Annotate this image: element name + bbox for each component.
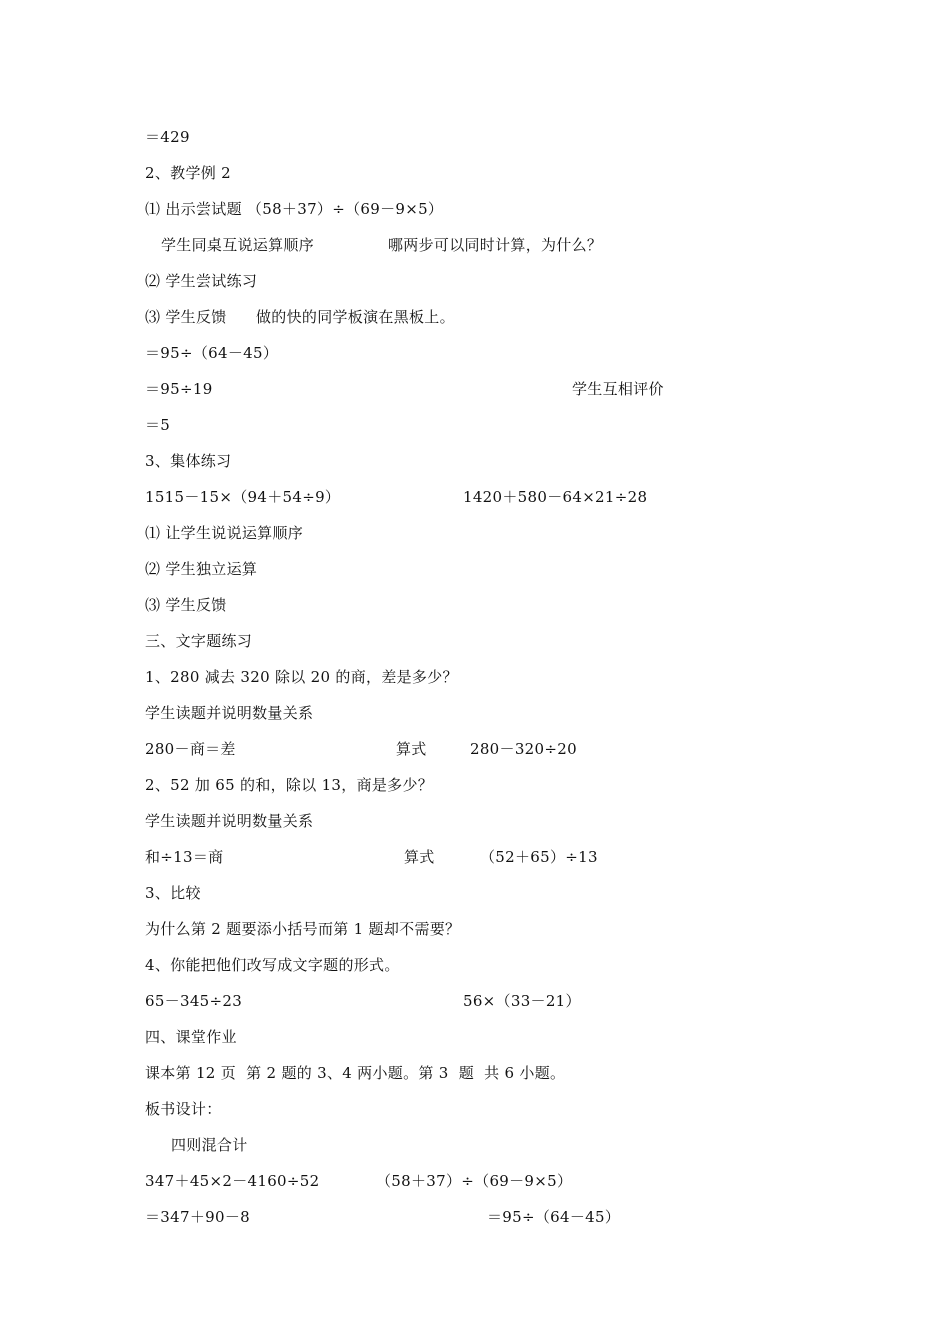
section-heading: 3、比较 [145,884,201,902]
text-segment: ＝95÷19 [145,380,213,398]
text-line [145,1205,745,1229]
section-heading: 三、文字题练习 [145,632,253,650]
text-segment: 和÷13＝商 [145,848,224,866]
section-heading: 四、课堂作业 [145,1028,237,1046]
text-line: 4、你能把他们改写成文字题的形式。 [145,956,400,974]
text-line: ⑴ 出示尝试题 （58＋37）÷（69－9×5） [145,200,444,218]
text-line [145,305,745,329]
text-segment: （52＋65）÷13 [480,848,598,866]
text-segment: 280－320÷20 [470,740,577,758]
text-line: ⑴ 让学生说说运算顺序 [145,524,304,542]
section-heading: 2、教学例 2 [145,164,231,182]
text-segment: 学生互相评价 [572,380,664,398]
text-line: 学生读题并说明数量关系 [145,704,314,722]
text-segment: 哪两步可以同时计算，为什么？ [388,236,603,254]
text-segment: 算式 [396,740,427,758]
text-line [145,737,745,761]
text-segment: （58＋37）÷（69－9×5） [376,1172,573,1190]
text-line: 为什么第 2 题要添小括号而第 1 题却不需要？ [145,920,461,938]
text-line [145,989,745,1013]
text-line: 板书设计： [145,1100,222,1118]
text-segment: ＝347＋90－8 [145,1208,250,1226]
text-line [145,845,745,869]
text-line: ＝5 [145,416,171,434]
text-segment: 280－商＝差 [145,740,236,758]
text-segment: 算式 [404,848,435,866]
text-segment: 学生同桌互说运算顺序 [161,236,315,254]
text-segment: 四则混合计 [171,1136,248,1154]
text-line: ⑵ 学生尝试练习 [145,272,258,290]
text-segment: 1515－15×（94＋54÷9） [145,488,341,506]
text-line: 学生读题并说明数量关系 [145,812,314,830]
text-segment: 做的快的同学板演在黑板上。 [256,308,455,326]
text-line: 1、280 减去 320 除以 20 的商，差是多少？ [145,668,458,686]
text-segment: ＝95÷（64－45） [487,1208,621,1226]
text-line [145,1169,745,1193]
section-heading: 3、集体练习 [145,452,232,470]
text-line: ＝95÷（64－45） [145,344,279,362]
text-line: ⑵ 学生独立运算 [145,560,258,578]
text-segment: 347＋45×2－4160÷52 [145,1172,320,1190]
text-line [145,485,745,509]
text-segment: 56×（33－21） [463,992,581,1010]
text-line: ⑶ 学生反馈 [145,596,227,614]
text-line: 2、52 加 65 的和，除以 13，商是多少？ [145,776,434,794]
text-segment: 1420＋580－64×21÷28 [463,488,648,506]
text-line: ＝429 [145,128,190,146]
text-line [145,1133,745,1157]
text-segment: ⑶ 学生反馈 [145,308,227,326]
text-line [145,233,745,257]
text-line: 课本第 12 页 第 2 题的 3、4 两小题。第 3 题 共 6 小题。 [145,1064,566,1082]
text-segment: 65－345÷23 [145,992,243,1010]
text-line [145,377,745,401]
